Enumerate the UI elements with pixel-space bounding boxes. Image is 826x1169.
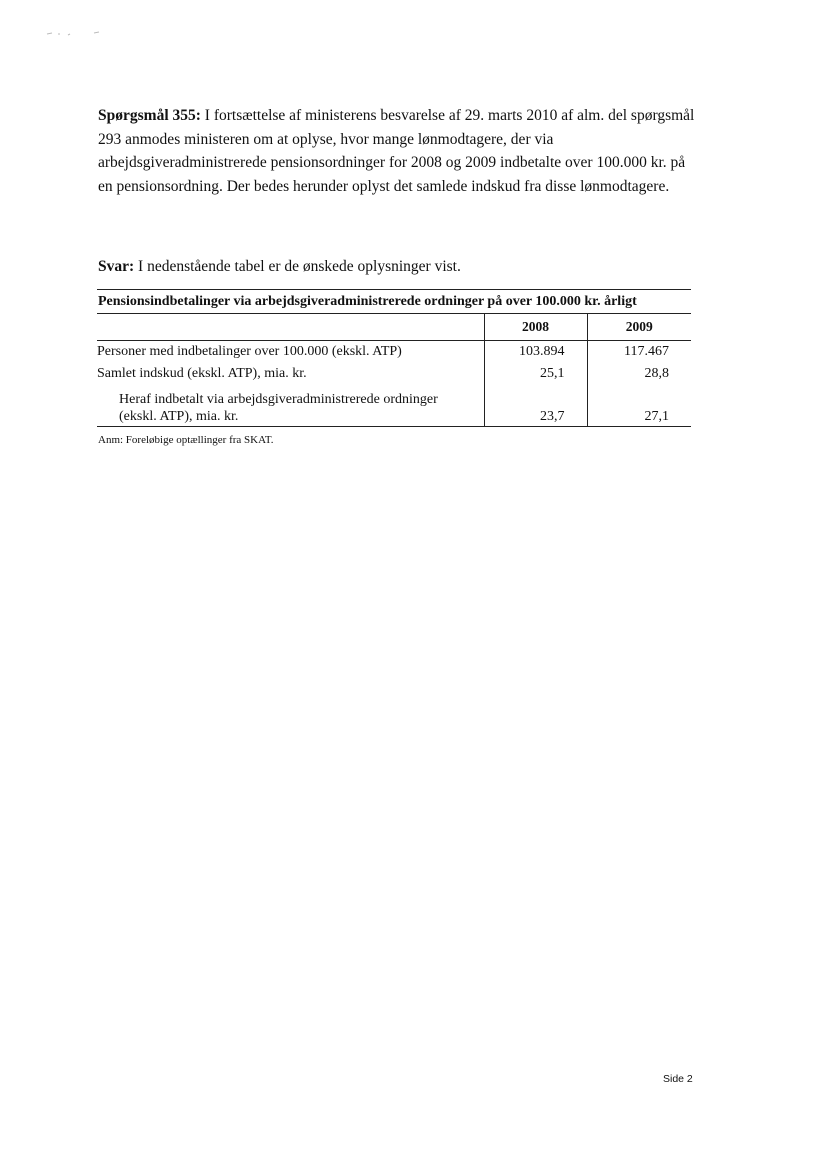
cell-2009: 27,1 — [587, 385, 691, 427]
table-note: Anm: Foreløbige optællinger fra SKAT. — [98, 434, 274, 446]
cell-2008: 25,1 — [484, 363, 587, 385]
answer-label: Svar: — [98, 258, 135, 275]
table-row — [97, 341, 691, 364]
answer-paragraph — [98, 255, 698, 278]
column-header-2009: 2009 — [587, 314, 691, 341]
row-label: Samlet indskud (ekskl. ATP), mia. kr. — [97, 366, 307, 381]
row-label-line1: Heraf indbetalt via arbejdsgiveradministrerede ordninger — [119, 392, 438, 407]
cell-2009: 28,8 — [587, 363, 691, 385]
question-label: Spørgsmål 355: — [98, 107, 201, 124]
question-text: I fortsættelse af ministerens besvarelse af 29. marts 2010 af alm. del spørgsmål 293 anmodes ministeren om at oplyse, hvor mange lønmodtagere, der via arbejdsgiveradministrerede pensionsordninger for 2008 og 2009 indbetalte over 100.000 kr. på en pensionsordning. Der bedes herunder oplyst det samlede indskud fra disse lønmodtagere. — [98, 107, 695, 195]
scan-artifact — [46, 30, 106, 36]
header-blank — [97, 314, 484, 341]
answer-text: I nedenstående tabel er de ønskede oplysninger vist. — [134, 258, 461, 275]
pension-table — [97, 289, 691, 427]
cell-2009: 117.467 — [587, 341, 691, 364]
row-label: Personer med indbetalinger over 100.000 (ekskl. ATP) — [97, 344, 402, 359]
row-label — [97, 385, 484, 427]
table-row — [97, 385, 691, 427]
cell-2008: 103.894 — [484, 341, 587, 364]
page-number: Side 2 — [663, 1073, 693, 1085]
question-paragraph — [98, 104, 698, 198]
row-label-line2: (ekskl. ATP), mia. kr. — [119, 409, 239, 424]
table-caption: Pensionsindbetalinger via arbejdsgiveradministrerede ordninger på over 100.000 kr. årligt — [97, 290, 691, 314]
column-header-2008: 2008 — [484, 314, 587, 341]
table-row — [97, 363, 691, 385]
cell-2008: 23,7 — [484, 385, 587, 427]
